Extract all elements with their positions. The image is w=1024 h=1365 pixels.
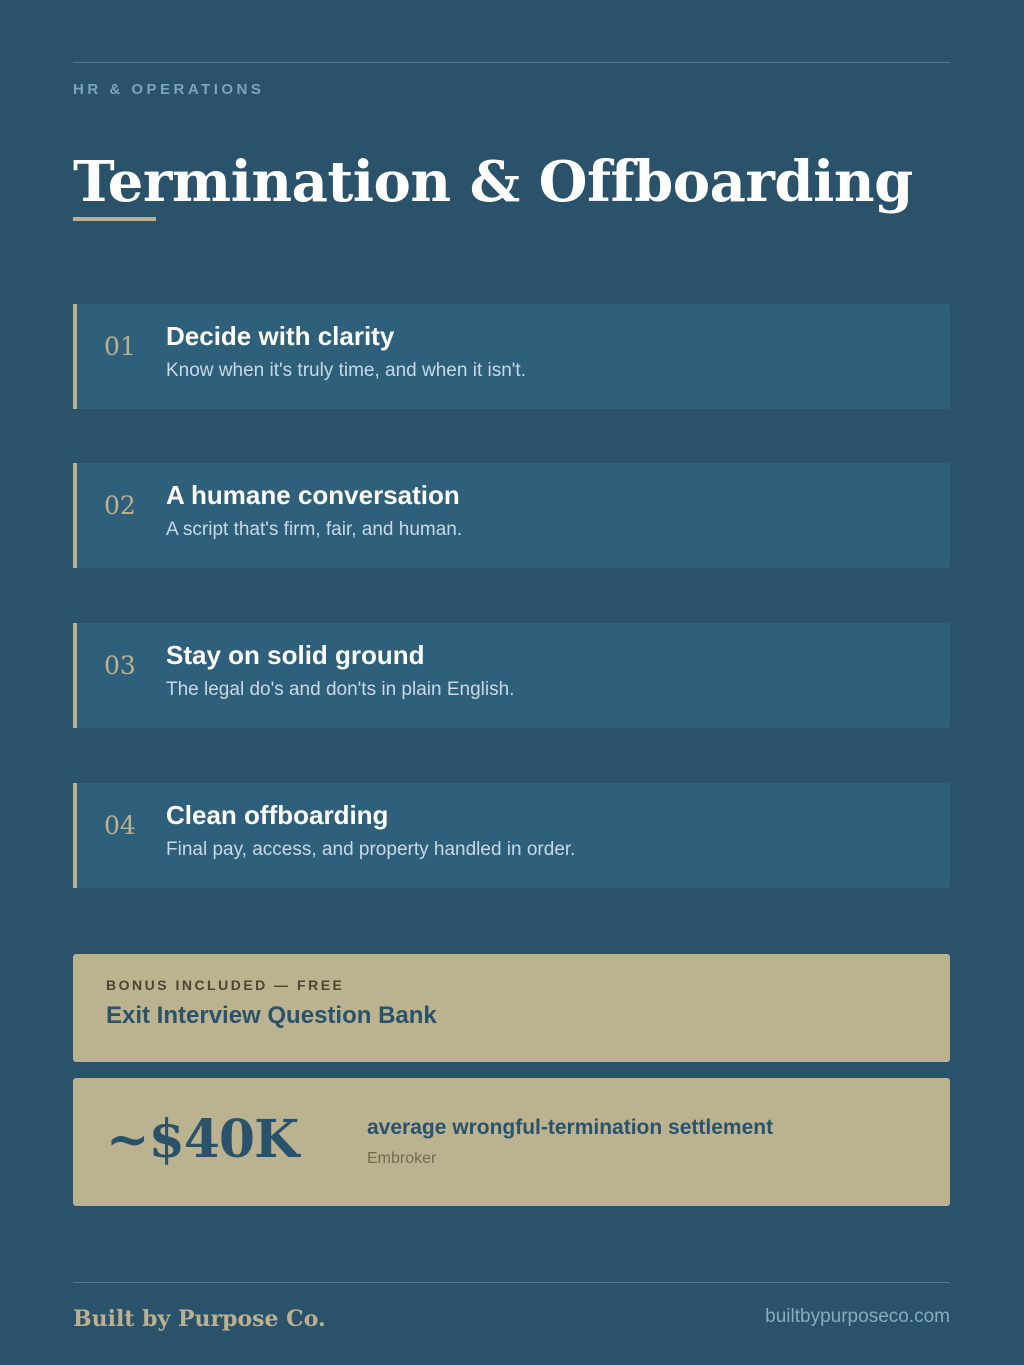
step-card-humane-conversation bbox=[73, 463, 950, 568]
step-card-stay-on-solid-ground bbox=[73, 623, 950, 728]
step-card-clean-offboarding bbox=[73, 783, 950, 888]
step-description: Final pay, access, and property handled in order. bbox=[166, 839, 576, 860]
bottom-divider bbox=[73, 1282, 950, 1283]
bonus-title: Exit Interview Question Bank bbox=[106, 1002, 437, 1029]
step-description: The legal do's and don'ts in plain English. bbox=[166, 679, 515, 700]
step-number: 04 bbox=[104, 811, 136, 840]
brand-name: Built by Purpose Co. bbox=[73, 1306, 326, 1332]
step-description: Know when it's truly time, and when it isn't. bbox=[166, 360, 526, 381]
bonus-panel bbox=[73, 954, 950, 1062]
step-description: A script that's firm, fair, and human. bbox=[166, 519, 463, 540]
step-title: Stay on solid ground bbox=[166, 640, 425, 670]
title-accent-underline bbox=[73, 217, 156, 221]
category-eyebrow: HR & OPERATIONS bbox=[73, 81, 265, 98]
stat-value: ~$40K bbox=[106, 1109, 299, 1170]
step-title: Decide with clarity bbox=[166, 321, 395, 351]
page-title: Termination & Offboarding bbox=[73, 149, 913, 215]
top-divider bbox=[73, 62, 950, 63]
step-title: A humane conversation bbox=[166, 480, 460, 510]
stat-label: average wrongful-termination settlement bbox=[367, 1116, 774, 1139]
step-title: Clean offboarding bbox=[166, 800, 389, 830]
step-number: 01 bbox=[104, 332, 136, 361]
website-url: builtbypurposeco.com bbox=[765, 1306, 950, 1327]
step-number: 03 bbox=[104, 651, 136, 680]
bonus-label: BONUS INCLUDED — FREE bbox=[106, 977, 345, 993]
stat-source: Embroker bbox=[367, 1150, 437, 1167]
step-card-decide-with-clarity bbox=[73, 304, 950, 409]
statistic-panel bbox=[73, 1078, 950, 1206]
step-number: 02 bbox=[104, 491, 136, 520]
